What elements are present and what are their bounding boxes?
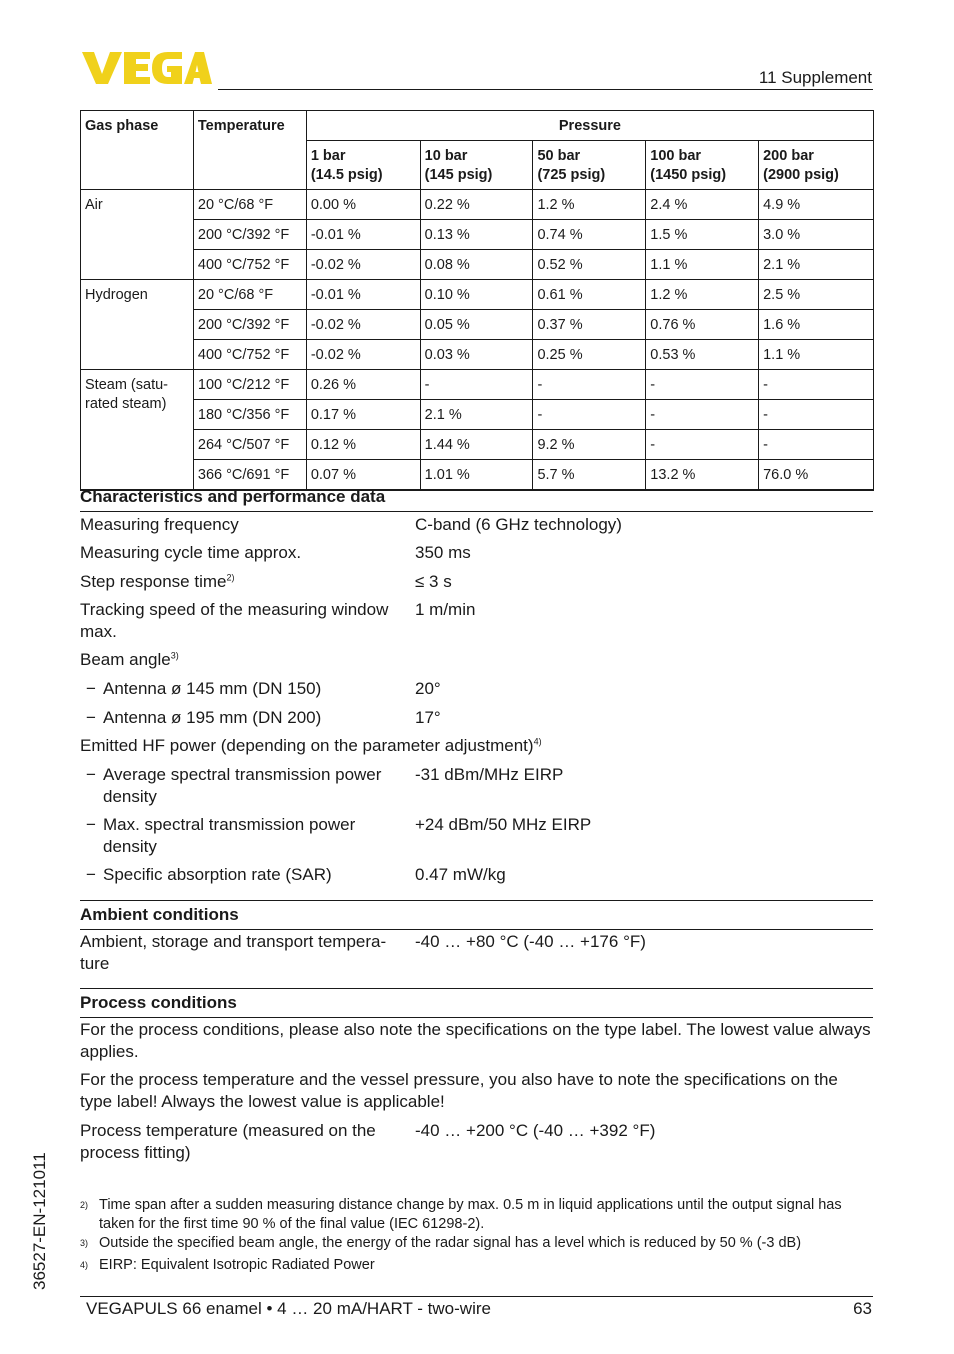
pressure-col-5: 200 bar (2900 psig) <box>759 141 874 190</box>
gas-cell: Air <box>81 190 194 280</box>
value-cell: 4.9 % <box>759 190 874 220</box>
value-cell: 0.13 % <box>420 220 533 250</box>
value-cell: 3.0 % <box>759 220 874 250</box>
value-cell: 0.53 % <box>646 340 759 370</box>
spec-label: − Max. spectral transmission power density <box>86 815 356 856</box>
value-cell: - <box>533 400 646 430</box>
spec-label: − Antenna ø 195 mm (DN 200) <box>86 708 322 727</box>
value-cell: 1.2 % <box>533 190 646 220</box>
section-rule <box>80 1017 873 1018</box>
value-cell: -0.01 % <box>306 280 420 310</box>
value-cell: 0.37 % <box>533 310 646 340</box>
temp-cell: 200 °C/392 °F <box>193 310 306 340</box>
value-cell: 0.07 % <box>306 460 420 491</box>
temp-cell: 180 °C/356 °F <box>193 400 306 430</box>
value-cell: - <box>533 370 646 400</box>
value-cell: 76.0 % <box>759 460 874 491</box>
value-cell: -0.02 % <box>306 310 420 340</box>
table-row <box>81 340 874 370</box>
table-row <box>81 280 874 310</box>
value-cell: 2.1 % <box>759 250 874 280</box>
value-cell: 9.2 % <box>533 430 646 460</box>
section-rule <box>80 929 873 930</box>
value-cell: - <box>646 400 759 430</box>
spec-label: Measuring frequency <box>80 515 239 534</box>
spec-label: Tracking speed of the measuring window max. <box>80 600 389 641</box>
footnote-ref: 2) <box>226 572 235 583</box>
value-cell: 0.03 % <box>420 340 533 370</box>
spec-label: − Specific absorption rate (SAR) <box>86 865 332 884</box>
table-row <box>81 310 874 340</box>
spec-value: 1 m/min <box>415 600 476 619</box>
gas-cell: Hydrogen <box>81 280 194 370</box>
spec-value: -40 … +80 °C (-40 … +176 °F) <box>415 932 646 951</box>
temp-cell: 264 °C/507 °F <box>193 430 306 460</box>
pressure-col-2: 10 bar (145 psig) <box>420 141 533 190</box>
footer-product: VEGAPULS 66 enamel • 4 … 20 mA/HART - two-wire <box>86 1299 491 1318</box>
spec-value: -31 dBm/MHz EIRP <box>415 765 564 784</box>
section-rule <box>80 988 873 989</box>
spec-label: Measuring cycle time approx. <box>80 543 302 562</box>
value-cell: 2.5 % <box>759 280 874 310</box>
spec-value: 350 ms <box>415 543 471 562</box>
pressure-col-4: 100 bar (1450 psig) <box>646 141 759 190</box>
value-cell: 13.2 % <box>646 460 759 491</box>
section-rule <box>80 900 873 901</box>
header-rule <box>218 89 873 90</box>
vega-logo <box>82 52 212 84</box>
spec-label: Ambient, storage and transport tempera-ture <box>80 932 387 973</box>
value-cell: - <box>646 370 759 400</box>
temp-cell: 400 °C/752 °F <box>193 340 306 370</box>
gas-cell: Steam (satu- rated steam) <box>81 370 194 491</box>
spec-value: ≤ 3 s <box>415 572 452 591</box>
temp-cell: 200 °C/392 °F <box>193 220 306 250</box>
temp-cell: 400 °C/752 °F <box>193 250 306 280</box>
value-cell: -0.01 % <box>306 220 420 250</box>
spec-value: 0.47 mW/kg <box>415 865 506 884</box>
table-row <box>81 250 874 280</box>
col-temperature: Temperature <box>193 111 306 190</box>
ambient-title: Ambient conditions <box>80 905 239 924</box>
value-cell: 1.1 % <box>646 250 759 280</box>
process-title: Process conditions <box>80 993 237 1012</box>
process-paragraph-2: For the process temperature and the vessel pressure, you also have to note the specifications on the type label! Always the lowest value is applicable! <box>80 1070 838 1111</box>
value-cell: 0.17 % <box>306 400 420 430</box>
value-cell: 0.08 % <box>420 250 533 280</box>
value-cell: 0.25 % <box>533 340 646 370</box>
value-cell: 0.12 % <box>306 430 420 460</box>
section-rule <box>80 511 873 512</box>
section-label: 11 Supplement <box>758 68 872 87</box>
process-paragraph-1: For the process conditions, please also note the specifications on the type label. The lowest value always applies. <box>80 1020 871 1061</box>
value-cell: 0.74 % <box>533 220 646 250</box>
pressure-col-1: 1 bar (14.5 psig) <box>306 141 420 190</box>
footer-rule <box>80 1296 873 1297</box>
page-number: 63 <box>853 1299 872 1318</box>
value-cell: 1.01 % <box>420 460 533 491</box>
table-row <box>81 400 874 430</box>
table-row <box>81 190 874 220</box>
pressure-col-3: 50 bar (725 psig) <box>533 141 646 190</box>
value-cell: - <box>759 430 874 460</box>
table-row <box>81 220 874 250</box>
value-cell: 2.1 % <box>420 400 533 430</box>
spec-label: Process temperature (measured on the process fitting) <box>80 1121 376 1162</box>
col-pressure: Pressure <box>306 111 873 141</box>
value-cell: 0.76 % <box>646 310 759 340</box>
value-cell: 0.22 % <box>420 190 533 220</box>
value-cell: 1.6 % <box>759 310 874 340</box>
value-cell: 2.4 % <box>646 190 759 220</box>
value-cell: 1.5 % <box>646 220 759 250</box>
gas-phase-table <box>80 110 874 491</box>
temp-cell: 366 °C/691 °F <box>193 460 306 491</box>
spec-value: -40 … +200 °C (-40 … +392 °F) <box>415 1121 656 1140</box>
value-cell: - <box>759 370 874 400</box>
spec-label: Beam angle$^{3)}$ <box>80 650 179 669</box>
value-cell: 0.00 % <box>306 190 420 220</box>
spec-label: Emitted HF power (depending on the parameter adjustment)$^{4)}$ <box>80 736 542 755</box>
spec-value: 17° <box>415 708 441 727</box>
spec-row-emitted-hf <box>80 735 873 757</box>
spec-value: 20° <box>415 679 441 698</box>
spec-label: Step response time$^{2)}$ <box>80 572 235 591</box>
table-header-row <box>81 111 874 141</box>
spec-value: C-band (6 GHz technology) <box>415 515 622 534</box>
spec-value: +24 dBm/50 MHz EIRP <box>415 815 592 834</box>
value-cell: 0.10 % <box>420 280 533 310</box>
footnote-ref: 3) <box>170 650 179 661</box>
temp-cell: 20 °C/68 °F <box>193 280 306 310</box>
value-cell: 5.7 % <box>533 460 646 491</box>
value-cell: 1.44 % <box>420 430 533 460</box>
footnote-3: 3) Outside the specified beam angle, the energy of the radar signal has a level which is reduced by 50 % (-3 dB) <box>80 1235 802 1251</box>
spec-label: − Average spectral transmission power density <box>86 765 382 806</box>
value-cell: 0.26 % <box>306 370 420 400</box>
temp-cell: 100 °C/212 °F <box>193 370 306 400</box>
col-gas-phase: Gas phase <box>81 111 194 190</box>
value-cell: 1.1 % <box>759 340 874 370</box>
document-number: 36527-EN-121011 <box>30 1152 49 1290</box>
value-cell: 0.61 % <box>533 280 646 310</box>
value-cell: - <box>759 400 874 430</box>
value-cell: 1.2 % <box>646 280 759 310</box>
temp-cell: 20 °C/68 °F <box>193 190 306 220</box>
table-row <box>81 370 874 400</box>
value-cell: -0.02 % <box>306 340 420 370</box>
characteristics-title: Characteristics and performance data <box>80 487 386 506</box>
value-cell: 0.05 % <box>420 310 533 340</box>
footnote-4: 4) EIRP: Equivalent Isotropic Radiated Power <box>80 1257 375 1273</box>
footnote-ref: 4) <box>533 736 542 747</box>
value-cell: 0.52 % <box>533 250 646 280</box>
value-cell: - <box>646 430 759 460</box>
value-cell: - <box>420 370 533 400</box>
table-row <box>81 460 874 491</box>
value-cell: -0.02 % <box>306 250 420 280</box>
spec-label: − Antenna ø 145 mm (DN 150) <box>86 679 322 698</box>
table-row <box>81 430 874 460</box>
footnote-2: 2) Time span after a sudden measuring distance change by max. 0.5 m in liquid applications until the output signal has taken for the first time 90 % of the final value (IEC 61298-2). <box>80 1197 842 1232</box>
